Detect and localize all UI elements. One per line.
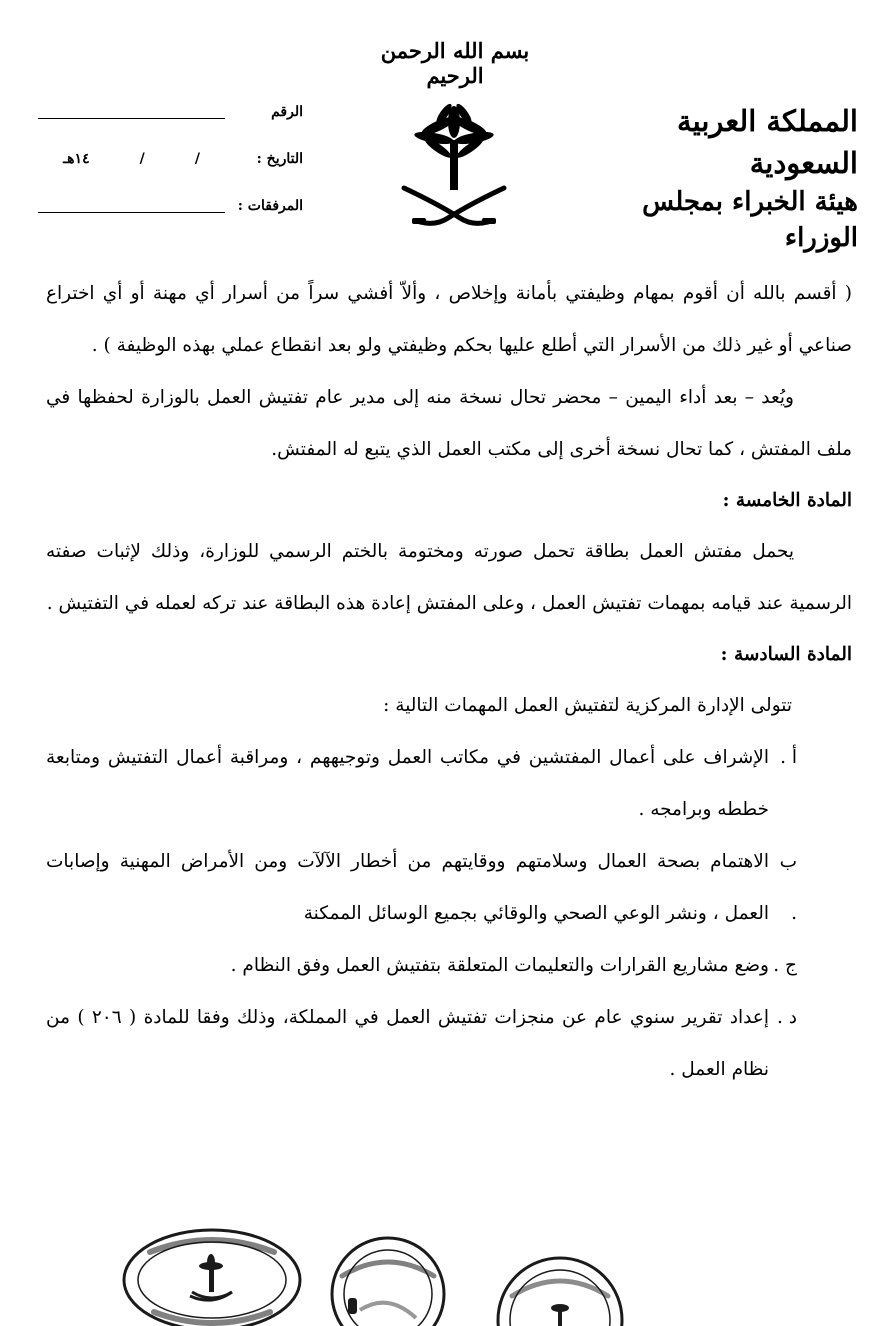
document-body bbox=[46, 268, 852, 1096]
list-item-marker: أ . bbox=[780, 747, 797, 768]
official-stamps bbox=[120, 1222, 640, 1326]
attachments-label: المرفقات : bbox=[237, 198, 303, 214]
stamp-2-icon bbox=[332, 1238, 444, 1326]
date-label: التاريخ : bbox=[256, 151, 303, 167]
article-5-title: المادة الخامسة : bbox=[722, 490, 852, 511]
ref-number-row bbox=[38, 98, 303, 145]
list-item-marker: ب . bbox=[779, 851, 797, 924]
date-sep-2: / bbox=[139, 151, 145, 167]
attachments-row bbox=[38, 192, 303, 239]
stamp-1-icon bbox=[124, 1230, 300, 1326]
article-6-intro: تتولى الإدارة المركزية لتفتيش العمل المهمات التالية : bbox=[383, 695, 792, 716]
list-item-text: الاهتمام بصحة العمال وسلامتهم ووقايتهم من أخطار الآلآت ومن الأمراض المهنية وإصابات العمل ، ونشر الوعي الصحي والوقائي بجميع الوسائل الممكنة bbox=[46, 851, 769, 924]
date-suffix: ١٤هـ bbox=[63, 151, 90, 167]
list-item bbox=[46, 940, 852, 992]
basmala: بسم الله الرحمن الرحيم bbox=[380, 38, 530, 88]
oath-record-paragraph: ويُعد – بعد أداء اليمين – محضر تحال نسخة منه إلى مدير عام تفتيش العمل بالوزارة لحفظها في ملف المفتش ، كما تحال نسخة أخرى إلى مكتب العمل الذي يتبع له المفتش. bbox=[46, 387, 852, 460]
list-item bbox=[46, 836, 852, 940]
ref-number-label: الرقم bbox=[271, 104, 303, 120]
list-item-text: وضع مشاريع القرارات والتعليمات المتعلقة بتفتيش العمل وفق النظام . bbox=[230, 955, 769, 976]
authority-name: هيئة الخبراء بمجلس الوزراء bbox=[642, 187, 858, 253]
list-item-text: الإشراف على أعمال المفتشين في مكاتب العمل وتوجيههم ، ومراقبة أعمال التفتيش ومتابعة خططه وبرامجه . bbox=[46, 747, 769, 820]
list-item bbox=[46, 992, 852, 1096]
list-item-marker: ج . bbox=[773, 955, 797, 976]
article-6-title: المادة السادسة : bbox=[720, 644, 852, 665]
attachments-line bbox=[38, 212, 225, 213]
date-row bbox=[38, 145, 303, 192]
article-5-text: يحمل مفتش العمل بطاقة تحمل صورته ومختومة بالختم الرسمي للوزارة، وذلك لإثبات صفته الرسمية عند قيامه بمهمات تفتيش العمل ، وعلى المفتش إعادة هذه البطاقة عند تركه لعمله في التفتيش . bbox=[46, 541, 852, 614]
government-header bbox=[568, 100, 858, 256]
list-item bbox=[46, 732, 852, 836]
saudi-emblem-icon bbox=[398, 100, 510, 230]
oath-paragraph: ( أقسم بالله أن أقوم بمهام وظيفتي بأمانة وإخلاص ، وألاّ أفشي سراً من أسرار أي مهنة أو أي اختراع صناعي أو غير ذلك من الأسرار التي أطلع عليها بحكم وظيفتي ولو بعد انقطاع عملي بهذه الوظيفة ) . bbox=[46, 283, 852, 356]
stamp-3-icon bbox=[498, 1258, 622, 1326]
list-item-text: إعداد تقرير سنوي عام عن منجزات تفتيش العمل في المملكة، وذلك وفقا للمادة ( ٢٠٦ ) من نظام العمل . bbox=[46, 1007, 769, 1080]
ref-number-line bbox=[38, 118, 225, 119]
list-item-marker: د . bbox=[777, 1007, 797, 1028]
kingdom-name: المملكة العربية السعودية bbox=[677, 104, 858, 180]
date-value bbox=[38, 151, 225, 167]
date-sep-1: / bbox=[194, 151, 200, 167]
reference-block bbox=[38, 98, 303, 239]
